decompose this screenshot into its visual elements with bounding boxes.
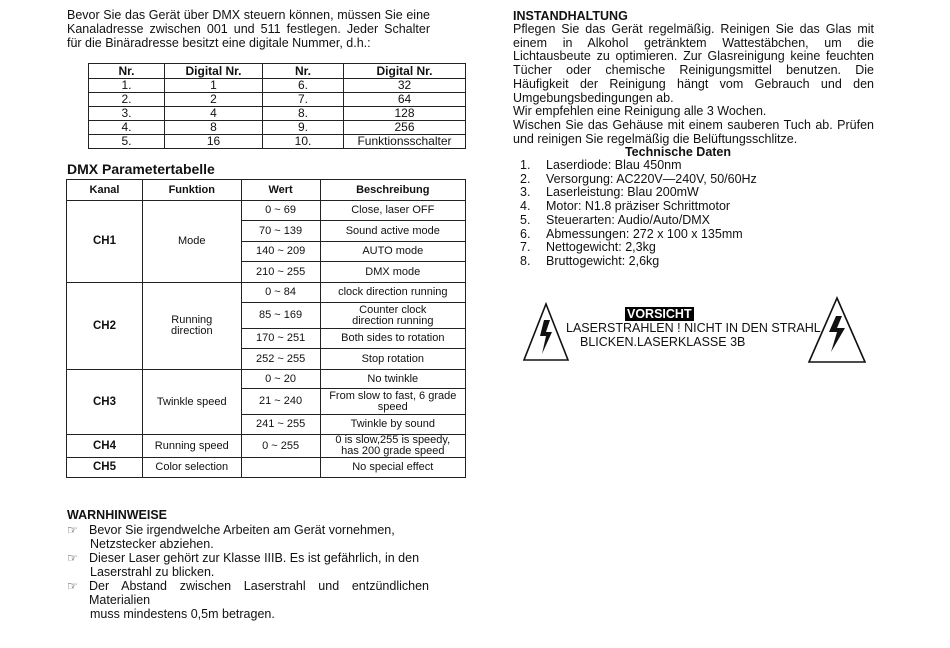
tech-data-title: Technische Daten: [624, 145, 732, 159]
table-cell: 16: [165, 135, 263, 149]
list-item: [520, 159, 757, 173]
warning-line: Dieser Laser gehört zur Klasse IIIB. Es ist gefährlich, in den: [89, 551, 420, 565]
item-number: 8.: [520, 253, 531, 268]
header-digital: Digital Nr.: [344, 64, 466, 79]
pointing-hand-icon: ☞: [67, 523, 78, 537]
channel-label: CH1: [67, 201, 143, 283]
maintenance-section: [513, 9, 874, 146]
description: Sound active mode: [320, 221, 465, 242]
table-cell: 8: [165, 121, 263, 135]
description: From slow to fast, 6 grade speed: [320, 389, 465, 415]
value-range: 0 ~ 20: [241, 370, 320, 389]
table-cell: 1: [165, 79, 263, 93]
value-range: 21 ~ 240: [241, 389, 320, 415]
maintenance-text: Wischen Sie das Gehäuse mit einem sauberen Tuch ab. Prüfen und reinigen Sie regelmäßig die Belüftungsschlitze.: [513, 117, 874, 146]
table-row: [67, 283, 466, 303]
table-cell: 9.: [263, 121, 344, 135]
value-range: 70 ~ 139: [241, 221, 320, 242]
channel-label: CH5: [67, 458, 143, 478]
header-nr: Nr.: [89, 64, 165, 79]
table-cell: Funktionsschalter: [344, 135, 466, 149]
dmx-table-title: DMX Parametertabelle: [67, 161, 215, 177]
table-row: [67, 458, 466, 478]
table-cell: 1.: [89, 79, 165, 93]
warnings-list: [67, 523, 429, 621]
table-row: [67, 201, 466, 221]
function-label: Mode: [143, 201, 242, 283]
list-item: [67, 551, 429, 579]
table-row: [89, 135, 466, 149]
description: clock direction running: [320, 283, 465, 303]
tech-data-list: [520, 159, 757, 269]
value-range: 85 ~ 169: [241, 303, 320, 329]
item-text: Nettogewicht: 2,3kg: [546, 240, 656, 255]
value-range: 170 ~ 251: [241, 329, 320, 349]
maintenance-title: INSTANDHALTUNG: [513, 9, 628, 23]
table-cell: 32: [344, 79, 466, 93]
item-number: 7.: [520, 240, 531, 255]
header-nr: Nr.: [263, 64, 344, 79]
warnings-section: [67, 508, 429, 621]
list-item: [520, 241, 757, 255]
table-row: [67, 370, 466, 389]
description: DMX mode: [320, 262, 465, 283]
table-cell: 4: [165, 107, 263, 121]
value-range: 140 ~ 209: [241, 242, 320, 262]
table-row: [89, 79, 466, 93]
list-item: [520, 255, 757, 269]
list-item: [67, 523, 429, 551]
item-number: 3.: [520, 185, 531, 200]
header-beschreibung: Beschreibung: [320, 180, 465, 201]
item-text: Motor: N1.8 präziser Schrittmotor: [546, 199, 731, 214]
vorsicht-label: VORSICHT: [627, 307, 692, 321]
list-item: [520, 214, 757, 228]
pointing-hand-icon: ☞: [67, 551, 78, 565]
channel-label: CH2: [67, 283, 143, 370]
maintenance-text: Pflegen Sie das Gerät regelmäßig. Reinigen Sie das Glas mit einem in Alkohol getränktem Wattestäbchen, um die Lichtausbeute zu optimieren. Zur Glasreinigung keine feuchten Tücher oder chemische Reinigungsmittel benutzen. Die Häufigkeit der Reinigung hängt vom Gebrauch und den Umgebungsbedingungen ab.: [513, 22, 874, 105]
table-cell: 7.: [263, 93, 344, 107]
description: No twinkle: [320, 370, 465, 389]
item-number: 5.: [520, 212, 531, 227]
description: Counter clock direction running: [320, 303, 465, 329]
table-row: [89, 121, 466, 135]
table-cell: 2: [165, 93, 263, 107]
warning-line: Der Abstand zwischen Laserstrahl und entzündlichen Materialien: [89, 579, 429, 607]
table-row: [89, 93, 466, 107]
header-wert: Wert: [241, 180, 320, 201]
dmx-parameter-table: [66, 179, 466, 478]
value-range: 241 ~ 255: [241, 415, 320, 435]
warning-line: Bevor Sie irgendwelche Arbeiten am Gerät vornehmen,: [89, 523, 395, 537]
list-item: [520, 228, 757, 242]
item-text: Steuerarten: Audio/Auto/DMX: [546, 212, 710, 227]
list-item: [520, 186, 757, 200]
warnings-title: WARNHINWEISE: [67, 508, 167, 522]
value-range: 0 ~ 69: [241, 201, 320, 221]
warning-line: muss mindestens 0,5m betragen.: [90, 607, 275, 621]
table-cell: 64: [344, 93, 466, 107]
table-cell: 6.: [263, 79, 344, 93]
channel-label: CH4: [67, 435, 143, 458]
high-voltage-warning-icon: [807, 296, 867, 364]
list-item: [520, 173, 757, 187]
table-cell: 4.: [89, 121, 165, 135]
value-range: 210 ~ 255: [241, 262, 320, 283]
warning-text-line: LASERSTRAHLEN ! NICHT IN DEN STRAHL: [566, 321, 821, 335]
item-number: 1.: [520, 158, 531, 172]
maintenance-text: Wir empfehlen eine Reinigung alle 3 Wochen.: [513, 104, 767, 119]
table-cell: 5.: [89, 135, 165, 149]
table-cell: 2.: [89, 93, 165, 107]
intro-text: Bevor Sie das Gerät über DMX steuern können, müssen Sie eine Kanaladresse zwischen 001 und 511 festlegen. Jeder Schalter für die Binäradresse besitzt eine digitale Nummer, d.h.:: [67, 8, 430, 50]
description: AUTO mode: [320, 242, 465, 262]
item-text: Abmessungen: 272 x 100 x 135mm: [546, 226, 743, 241]
function-label: Twinkle speed: [143, 370, 242, 435]
item-text: Laserdiode: Blau 450nm: [546, 158, 682, 172]
description: Stop rotation: [320, 349, 465, 370]
item-text: Laserleistung: Blau 200mW: [546, 185, 699, 200]
item-text: Bruttogewicht: 2,6kg: [546, 253, 660, 268]
warning-line: Laserstrahl zu blicken.: [90, 565, 215, 579]
value-range: 252 ~ 255: [241, 349, 320, 370]
high-voltage-warning-icon: [522, 302, 570, 362]
warning-text-line: BLICKEN.LASERKLASSE 3B: [580, 335, 746, 349]
description: No special effect: [320, 458, 465, 478]
channel-label: CH3: [67, 370, 143, 435]
address-table-header: [89, 64, 466, 79]
description: 0 is slow,255 is speedy, has 200 grade speed: [320, 435, 465, 458]
table-cell: 3.: [89, 107, 165, 121]
description: Close, laser OFF: [320, 201, 465, 221]
header-digital: Digital Nr.: [165, 64, 263, 79]
function-label: Running speed: [143, 435, 242, 458]
laser-warning-label: [520, 296, 880, 366]
item-number: 4.: [520, 199, 531, 214]
pointing-hand-icon: ☞: [67, 579, 78, 593]
item-number: 2.: [520, 171, 531, 186]
header-funktion: Funktion: [143, 180, 242, 201]
value-range: [241, 458, 320, 478]
value-range: 0 ~ 84: [241, 283, 320, 303]
item-number: 6.: [520, 226, 531, 241]
list-item: [520, 200, 757, 214]
table-cell: 10.: [263, 135, 344, 149]
table-cell: 256: [344, 121, 466, 135]
table-row: [67, 435, 466, 458]
header-kanal: Kanal: [67, 180, 143, 201]
address-table: [88, 63, 466, 149]
warning-line: Netzstecker abziehen.: [90, 537, 214, 551]
list-item: [67, 579, 429, 621]
table-cell: 128: [344, 107, 466, 121]
table-cell: 8.: [263, 107, 344, 121]
function-label: Running direction: [143, 283, 242, 370]
item-text: Versorgung: AC220V—240V, 50/60Hz: [546, 171, 757, 186]
dmx-table-header: [67, 180, 466, 201]
intro-section: [67, 8, 430, 50]
description: Twinkle by sound: [320, 415, 465, 435]
description: Both sides to rotation: [320, 329, 465, 349]
table-row: [89, 107, 466, 121]
function-label: Color selection: [143, 458, 242, 478]
value-range: 0 ~ 255: [241, 435, 320, 458]
